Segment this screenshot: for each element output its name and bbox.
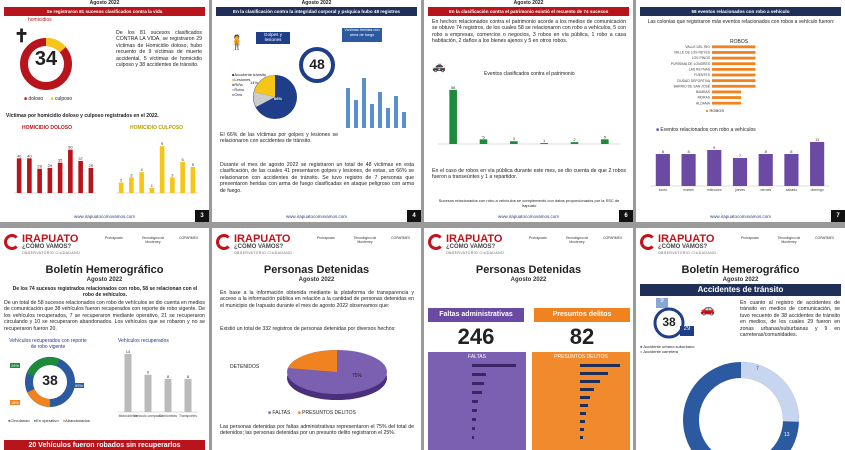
bar <box>78 161 83 193</box>
bar <box>759 154 773 186</box>
category-label: LOS PINOS <box>691 56 710 61</box>
footer-url[interactable]: www.irapuatocomovamos.com <box>73 214 136 219</box>
legend: ■Accidente tránsito ■Lesiones ■Riña ■Robo ■Otro <box>232 72 267 97</box>
bar-value: 29 <box>47 162 53 168</box>
bar <box>145 375 152 412</box>
page-number: 4 <box>407 210 421 222</box>
category-label: ALDAMA <box>696 101 710 106</box>
bar-value: 50 <box>68 144 73 150</box>
bar-value: 28 <box>37 163 42 169</box>
banner: De los 74 sucesos registrados relacionados con robo, 58 se relacionan con el robo de vehículos. <box>12 286 198 298</box>
text-3: Las personas detenidas por faltas administrativas representaron el 75% del total de detenidos; las personas detenidas por un presunto delito registraron el 25%. <box>220 424 414 437</box>
bar <box>712 79 756 82</box>
bar-value: 8 <box>186 373 190 379</box>
num-38: 38 <box>662 315 676 329</box>
text-1: El 66% de las víctimas por golpes y lesiones se relacionaron con accidentes de tránsito. <box>220 132 338 145</box>
pct-14: 14% <box>250 80 259 85</box>
bar <box>784 154 798 186</box>
summary-text: De los 81 sucesos clasificados CONTRA LA VIDA, se registraron 29 víctimas de Homicidio doloso, hubo recuento de 9 víctimas de muerte accidental, 5 víctimas de homicidio culposo y 38 accidentes de tránsito. <box>116 30 202 69</box>
bar-value: 8 <box>687 149 690 154</box>
page-date: Agosto 2022 <box>86 277 123 283</box>
category-label: domingo <box>810 188 824 192</box>
bar-value: 58 <box>450 84 456 90</box>
page-detenidos <box>212 228 421 450</box>
bar-value: 35 <box>57 157 63 163</box>
bar <box>119 183 124 193</box>
category-label: MORAS <box>697 95 710 100</box>
page-title: Boletín Hemerográfico <box>45 264 164 276</box>
bar-value: 1 <box>543 138 546 144</box>
faltas-panel: FALTAS <box>428 352 526 450</box>
bar <box>712 96 741 99</box>
bar <box>571 142 579 144</box>
text-2: En el caso de robos en vía pública durante este mes, se dio cuenta de que 2 robos fueron a transeúntes y 1 a repartidor. <box>432 168 626 181</box>
bar <box>68 150 73 193</box>
page-date: Agosto 2022 <box>513 0 544 6</box>
car-thief-icon: 🚓 <box>432 61 446 73</box>
page-3 <box>0 0 209 222</box>
faltas-number: 246 <box>457 324 495 349</box>
total-number: 38 <box>42 372 58 388</box>
delitos-panel: PRESUNTOS DELITOS <box>532 352 630 450</box>
pct-66: 66% <box>274 96 283 101</box>
pct-25: 25% <box>292 348 303 354</box>
bar-value: 3 <box>130 172 133 178</box>
bar-value: 8 <box>764 149 767 154</box>
page-title: Personas Detenidas <box>263 264 370 276</box>
footer-url[interactable]: www.irapuatocomovamos.com <box>285 214 348 219</box>
category-label: BAMBAS <box>695 90 710 95</box>
bar-value: 3 <box>171 172 174 178</box>
bar <box>540 143 548 144</box>
legend: ■ doloso ■ culposo <box>24 96 73 102</box>
bar <box>89 168 94 193</box>
page-accidentes <box>636 228 845 450</box>
category-label: viernes <box>760 188 772 192</box>
bar-value: 8 <box>661 149 664 154</box>
delitos-number: 82 <box>569 324 595 349</box>
bar <box>150 188 155 193</box>
bar <box>165 379 172 412</box>
bar <box>191 167 196 193</box>
footer-url[interactable]: www.irapuatocomovamos.com <box>709 214 772 219</box>
num-29: 29 <box>680 326 694 336</box>
category-label: FUENTES <box>694 73 710 78</box>
bar <box>601 139 609 144</box>
bar <box>480 139 488 144</box>
delitos-bars <box>532 360 630 448</box>
cross-icon: ✝ <box>14 26 30 46</box>
category-label: Vehículo compacto <box>133 414 163 418</box>
bar <box>48 168 53 193</box>
bar-value: 9 <box>161 141 164 147</box>
bar <box>810 142 824 186</box>
logo: IRAPUATO ¿CÓMO VAMOS? OBSERVATORIO CIUDADANO <box>428 232 518 258</box>
bar-value: 37 <box>78 155 83 161</box>
summary-text: En cuanto al registro de accidentes de tránsito en medios de comunicación, se tuvo recuento de 38 accidentes de tránsito en medios, de los cuales 29 fueron en zonas urbanas/suburbanas y 9 en carreteras/comunidades. <box>740 300 840 339</box>
bar <box>656 154 670 186</box>
page-detenidos-detalle <box>424 228 633 450</box>
bar <box>58 163 63 193</box>
bar-value: 1 <box>150 182 153 188</box>
logo: IRAPUATO ¿CÓMO VAMOS? OBSERVATORIO CIUDADANO <box>216 232 306 258</box>
bar <box>712 74 756 77</box>
category-label: lunes <box>658 188 667 192</box>
crash-icon: 🚗 <box>700 302 715 316</box>
bar-value: 6 <box>181 156 184 162</box>
page-date: Agosto 2022 <box>301 0 332 6</box>
pct-1: 26% <box>11 363 20 368</box>
bar <box>712 85 756 88</box>
bar <box>170 177 175 193</box>
page-title: Personas Detenidas <box>475 264 582 276</box>
page-6 <box>424 0 633 222</box>
bar-value: 5 <box>482 134 485 140</box>
bar <box>17 158 22 193</box>
category-label: Motocicletas <box>118 414 138 418</box>
banner: 58 eventos relacionados con robo a vehículo <box>640 7 841 16</box>
page-boletin-vehiculos <box>0 228 209 450</box>
chart2-title: ■ Eventos relacionados con robo a vehículos <box>656 127 756 133</box>
faltas-bars <box>428 360 526 448</box>
page-number: 7 <box>831 210 845 222</box>
partner-logos: ProIrapuato Tecnológico de Monterrey COPARMEX <box>741 236 835 244</box>
pct-2: 55% <box>75 383 84 388</box>
bar <box>712 91 741 94</box>
robos-label: ROBOS <box>730 39 749 45</box>
bar <box>125 354 132 412</box>
victims-title: Víctimas por homicidio doloso y culposo registrados en el 2022. <box>6 113 159 119</box>
bar <box>712 68 756 71</box>
footer-url[interactable]: www.irapuatocomovamos.com <box>497 214 560 219</box>
bar <box>682 154 696 186</box>
bar <box>712 102 741 105</box>
delitos-box: Presuntos delitos <box>534 308 630 322</box>
dias-chart <box>642 134 838 194</box>
donut-title: Vehículos recuperados con reporte de robo vigente <box>9 338 87 350</box>
page-date: Agosto 2022 <box>298 277 335 283</box>
donut-label-13: 13 <box>784 432 790 438</box>
page-date: Agosto 2022 <box>510 277 547 283</box>
bar <box>733 158 747 186</box>
pie-legend: ■ FALTAS ■ PRESUNTOS DELITOS <box>268 410 356 416</box>
bar-value: 8 <box>166 373 170 379</box>
bar-title: Vehículos recuperados <box>118 338 169 344</box>
chart-title: Eventos clasificados contra el patrimonio <box>484 71 575 77</box>
legend-title: homicidios <box>28 17 52 23</box>
bar-value: 40 <box>16 153 22 159</box>
bar-value: 9 <box>713 145 716 150</box>
bar <box>129 177 134 193</box>
chart2-title: HOMICIDIO CULPOSO <box>130 125 184 131</box>
page-number: 3 <box>195 210 209 222</box>
golpes-label: Golpes y lesiones <box>256 32 290 44</box>
bar <box>712 57 756 60</box>
title: Las colonias que registraron más eventos relacionados con robos a vehículo fueron: <box>647 19 835 25</box>
category-label: miércoles <box>707 188 722 192</box>
total-number: 48 <box>309 56 325 72</box>
bar <box>185 379 192 412</box>
faltas-box: Faltas administrativas <box>428 308 524 322</box>
text-2: Existió un total de 332 registros de personas detenidas por diversos hechos: <box>220 326 396 332</box>
page-date: Agosto 2022 <box>722 277 759 283</box>
bar-value: 5 <box>603 134 606 140</box>
note: Sucesos relacionados con robo a vehículos se complementó con datos proporcionados por la SSC de Irapuato <box>438 198 620 208</box>
category-label: LAS REYNAS <box>688 67 710 72</box>
bar-value: 29 <box>88 162 94 168</box>
accident-legend: ● Accidente urbano suburbano ● Accidente carretera <box>640 344 695 354</box>
category-label: VALLE DEL RÍO <box>685 44 710 49</box>
patrimonio-chart <box>430 80 628 152</box>
partner-logos: ProIrapuato Tecnológico de Monterrey COPARMEX <box>105 236 199 244</box>
text-1: En base a la información obtenida mediante la plataforma de transparencia y acceso a la información pública en relación a la cantidad de personas detenidas en el municipio de Irapuato durante el mes de agosto 2022 observamos que: <box>220 290 414 309</box>
category-label: BARRIO DE SAN JOSÉ <box>673 84 710 89</box>
doloso-chart <box>6 133 104 203</box>
page-7 <box>636 0 845 222</box>
arma-bars <box>340 48 416 140</box>
page-4 <box>212 0 421 222</box>
summary-text: De un total de 58 sucesos relacionados con robo de vehículos se dio cuenta en medios de comunicación que 38 vehículos fueron recuperados con reporte de robo vigente. De los vehículos recuperados, 7 se recuperaron mediante operativo, 21 se recuperaron circulando y 10 se recuperaron abandonados. Los vehículos que se robaron y no se recuperaron fueron 20. <box>4 300 205 332</box>
category-label: VALLE DE LOS REYES <box>673 50 710 55</box>
bar <box>139 172 144 193</box>
pie-label: DETENIDOS <box>230 364 260 370</box>
banner: Accidentes de tránsito <box>640 284 841 296</box>
bar-value: 5 <box>191 162 194 167</box>
bar <box>712 51 756 54</box>
page-date: Agosto 2022 <box>89 0 120 6</box>
total-number: 34 <box>34 48 58 70</box>
pct-75: 75% <box>352 373 363 379</box>
bar-value: 2 <box>573 137 576 143</box>
robos-legend: ■ ROBOS <box>706 108 724 113</box>
culposo-chart <box>108 133 206 203</box>
bar <box>707 150 721 186</box>
bar-value: 11 <box>815 137 820 142</box>
logo: IRAPUATO ¿CÓMO VAMOS? OBSERVATORIO CIUDADANO <box>640 232 730 258</box>
accident-donut <box>666 360 816 450</box>
category-label: PURÍSIMA DE LONDRES <box>670 61 710 66</box>
banner: Se registraron 81 sucesos clasificados contra la vida <box>4 7 205 16</box>
bar <box>160 146 165 193</box>
recovered-bars <box>110 346 206 422</box>
colonias-chart <box>642 44 838 106</box>
bottom-banner: 20 Vehículos fueron robados sin recuperarlos <box>4 440 205 450</box>
bar-value: 3 <box>512 136 515 142</box>
bar <box>449 90 457 144</box>
bar <box>180 162 185 193</box>
person-icon: 🧍 <box>228 34 246 50</box>
pct-3: 18% <box>11 400 20 405</box>
category-label: Camionetas <box>158 414 178 418</box>
bar-value: 9 <box>146 369 150 375</box>
category-label: Transportes <box>179 414 197 418</box>
page-title: Boletín Hemerográfico <box>681 264 800 276</box>
banner: En la clasificación contra el patrimonio existió el recuento de 74 sucesos <box>428 7 629 16</box>
bar-value: 8 <box>790 149 793 154</box>
bar <box>37 169 42 193</box>
text-2: Durante el mes de agosto 2022 se registraron un total de 48 víctimas en esta clasificación, de las cuales 41 presentaron golpes y lesiones, de estas, un 66% se relacionaron con accidentes de tránsito. Se tuvo registro de 7 personas que presentaron heridas con arma de fuego clasificadas en ataque peligroso con arma de fuego. <box>220 162 414 194</box>
category-label: jueves <box>735 188 745 192</box>
bar-value: 7 <box>738 153 742 158</box>
donut-label-7: 7 <box>756 366 759 372</box>
bar <box>712 62 756 65</box>
bar <box>510 141 518 144</box>
category-label: CIUDAD DEPORTIVA <box>676 78 710 83</box>
arma-label: Víctimas heridas con arma de fuego <box>342 28 382 42</box>
partner-logos: ProIrapuato Tecnológico de Monterrey COPARMEX <box>529 236 623 244</box>
logo: IRAPUATO ¿CÓMO VAMOS? OBSERVATORIO CIUDADANO <box>4 232 94 258</box>
category-label: sábado <box>785 188 797 192</box>
category-label: martes <box>683 188 694 192</box>
bar-value: 4 <box>140 167 143 173</box>
bar-value: 14 <box>125 349 131 354</box>
donut-legend: ●Circulando ●En operativo ●Abandonados <box>8 418 90 423</box>
bar-value: 2 <box>120 177 123 183</box>
bar <box>27 158 32 193</box>
bar <box>712 45 756 48</box>
num-9: 9 <box>656 298 668 308</box>
banner: En la clasificación contra la integridad corporal y psíquica hubo 48 registros <box>216 7 417 16</box>
partner-logos: ProIrapuato Tecnológico de Monterrey COPARMEX <box>317 236 411 244</box>
summary-text: En hechos relacionados contra el patrimonio acorde a los medios de comunicación se obtuvo 74 registros, de los cuales 58 se relacionaron con robo a vehículos, 5 con robo a empresas, comercios o negocios, 3 robos en vía pública, 1 robo a casa habitación, 2 daños a los bienes ajenos y 5 en otros robos. <box>432 19 626 45</box>
page-number: 6 <box>619 210 633 222</box>
bar-value: 40 <box>27 153 32 159</box>
chart1-title: HOMICIDIO DOLOSO <box>22 125 72 131</box>
